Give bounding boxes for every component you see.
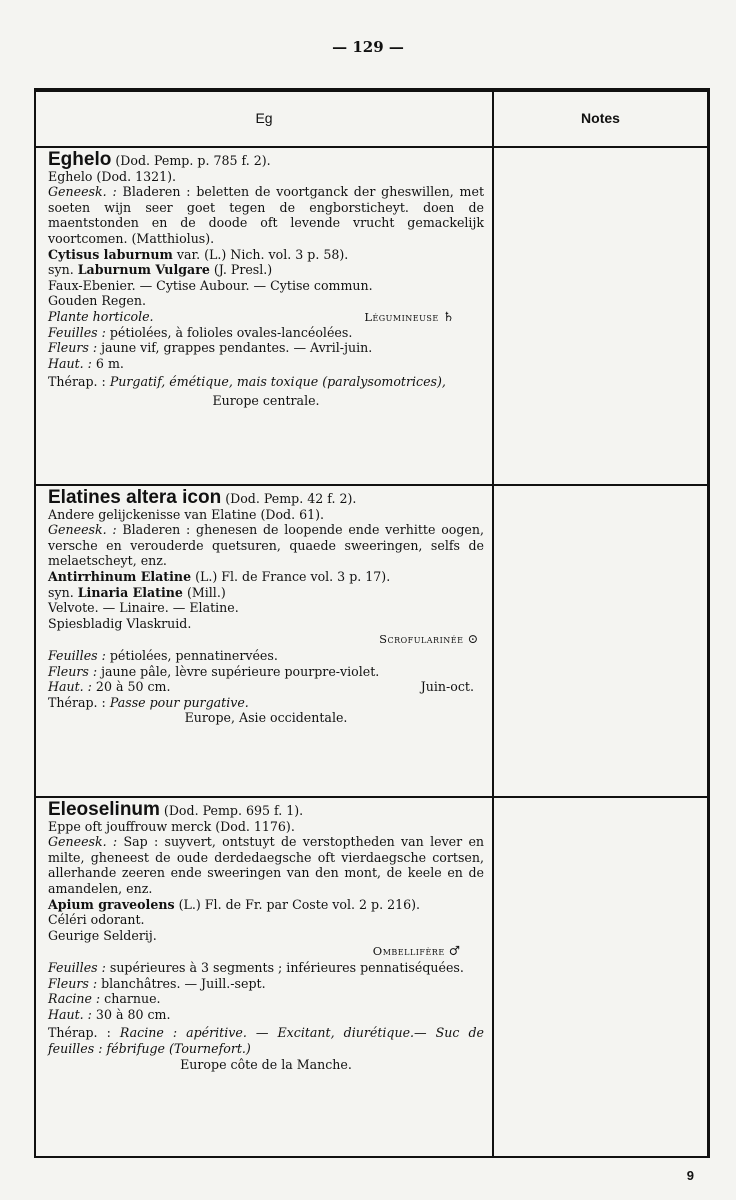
racine-text: charnue.	[100, 991, 161, 1007]
haut-text: 30 à 80 cm.	[91, 1006, 171, 1022]
geneesk-label: Geneesk. :	[48, 522, 117, 538]
entry-ref: (Dod. Pemp. 695 f. 1).	[159, 803, 304, 818]
entry-line1: Eghelo (Dod. 1321).	[48, 168, 177, 184]
geneesk-text: Bladeren : ghenesen de loopende ende verhitte oogen, versche en verouderde quetsuren, quaede sweeringen, selfs de melaetscheyt, enz.	[48, 522, 484, 569]
therap-text: Passe pour purgative.	[109, 694, 249, 710]
dutch-name: Gouden Regen.	[48, 293, 146, 309]
therap-label: Thérap. :	[48, 374, 110, 390]
syn-label: syn.	[48, 262, 78, 278]
entry-name: Eleoselinum	[48, 799, 160, 820]
left-rule	[34, 88, 36, 1158]
dutch-name: Geurige Selderij.	[48, 927, 157, 943]
therap-label: Thérap. :	[48, 694, 110, 710]
family-name: Légumineuse	[364, 309, 439, 324]
geneesk-label: Geneesk. :	[48, 834, 118, 850]
fleurs-text: jaune vif, grappes pendantes. — Avril-juin.	[97, 340, 373, 356]
syn-label: syn.	[48, 584, 78, 600]
racine-label: Racine :	[48, 991, 101, 1007]
common-names: Velvote. — Linaire. — Elatine.	[48, 600, 239, 616]
header-notes: Notes	[581, 110, 620, 126]
feuilles-text: supérieures à 3 segments ; inférieures pennatiséquées.	[105, 959, 464, 975]
entry-rule-1-right	[494, 484, 707, 486]
syn-rest: (Mill.)	[182, 584, 226, 600]
feuilles-label: Feuilles :	[48, 324, 106, 340]
syn-rest: (J. Presl.)	[209, 262, 273, 278]
dutch-name: Spiesbladig Vlaskruid.	[48, 615, 192, 631]
fleurs-label: Fleurs :	[48, 975, 98, 991]
entry-rule-1-left	[36, 484, 492, 486]
region: Europe centrale.	[212, 392, 320, 408]
common-names: Faux-Ebenier. — Cytise Aubour. — Cytise commun.	[48, 277, 373, 293]
common-names: Céléri odorant.	[48, 912, 145, 928]
family-symbol: ♂	[448, 943, 460, 959]
therap-label: Thérap. :	[48, 1025, 120, 1041]
entry-name: Elatines altera icon	[48, 487, 222, 508]
feuilles-text: pétiolées, pennatinervées.	[105, 647, 278, 663]
sci-rest: var. (L.) Nich. vol. 3 p. 58).	[172, 246, 349, 262]
table-frame	[34, 88, 710, 1158]
entry-elatines	[48, 487, 484, 726]
geneesk-label: Geneesk. :	[48, 184, 117, 200]
entry-line1: Andere gelijckenisse van Elatine (Dod. 61).	[48, 506, 325, 522]
page-number: — 129 —	[332, 38, 404, 56]
feuilles-text: pétiolées, à folioles ovales-lancéolées.	[105, 324, 353, 340]
fleurs-label: Fleurs :	[48, 663, 98, 679]
header-rule-left	[36, 146, 492, 148]
haut-label: Haut. :	[48, 355, 92, 371]
sci-rest: (L.) Fl. de France vol. 3 p. 17).	[191, 568, 391, 584]
signature-mark: 9	[686, 1168, 694, 1183]
entry-eleoselinum	[48, 799, 485, 1072]
family-symbol: ⊙	[467, 631, 478, 647]
haut-label: Haut. :	[48, 679, 92, 695]
haut-text: 6 m.	[91, 355, 124, 371]
region: Europe côte de la Manche.	[180, 1056, 352, 1072]
sci-name: Cytisus laburnum	[48, 246, 173, 262]
column-divider	[492, 92, 494, 1156]
family-name: Scrofularinée	[379, 632, 464, 647]
geneesk-text: Bladeren : beletten de voortganck der gheswillen, met soeten wijn seer goet tegen de engborsticheyt. doen de maentstonden en de doode oft levende vrucht gemackelijk voortcomen. (Matthiolus).	[48, 184, 485, 246]
fleurs-text: blanchâtres. — Juill.-sept.	[97, 975, 266, 991]
therap-text: Racine : apéritive. — Excitant, diurétique.— Suc de feuilles : fébrifuge (Tournefort.)	[48, 1025, 484, 1056]
feuilles-label: Feuilles :	[48, 959, 106, 975]
region: Europe, Asie occidentale.	[184, 710, 348, 726]
geneesk-text: Sap : suyvert, ontstuyt de verstoptheden van lever en milte, gheneest de oude derdedaegsche oft vierdaegsche cortsen, allerhande zeeren ende sweeringen van den mont, de keele en de amandelen, enz.	[48, 834, 485, 896]
syn-name: Linaria Elatine	[77, 584, 183, 600]
therap-text: Purgatif, émétique, mais toxique (paralysomotrices),	[109, 374, 446, 390]
entry-line1: Eppe oft jouffrouw merck (Dod. 1176).	[48, 818, 295, 834]
sci-name: Antirrhinum Elatine	[48, 568, 192, 584]
haut-text: 20 à 50 cm.	[91, 679, 171, 695]
feuilles-label: Feuilles :	[48, 647, 106, 663]
right-rule	[707, 88, 710, 1158]
family-name: Ombellifère	[372, 944, 445, 959]
entry-ref: (Dod. Pemp. p. 785 f. 2).	[111, 153, 271, 168]
plante-note: Plante horticole.	[48, 308, 154, 324]
sci-name: Apium graveolens	[48, 896, 175, 912]
entry-rule-2-left	[36, 796, 492, 798]
entry-rule-2-right	[494, 796, 707, 798]
fleurs-text: jaune pâle, lèvre supérieure pourpre-violet.	[97, 663, 380, 679]
fleurs-label: Fleurs :	[48, 340, 98, 356]
header-eg: Eg	[255, 110, 273, 126]
haut-label: Haut. :	[48, 1006, 92, 1022]
header-rule-right	[494, 146, 707, 148]
sci-rest: (L.) Fl. de Fr. par Coste vol. 2 p. 216).	[174, 896, 421, 912]
family-symbol: ♄	[442, 308, 454, 324]
entry-name: Eghelo	[48, 149, 112, 170]
bottom-rule	[34, 1156, 710, 1158]
season: Juin-oct.	[420, 679, 474, 695]
entry-eghelo	[48, 149, 485, 409]
syn-name: Laburnum Vulgare	[77, 262, 210, 278]
entry-ref: (Dod. Pemp. 42 f. 2).	[221, 491, 357, 506]
